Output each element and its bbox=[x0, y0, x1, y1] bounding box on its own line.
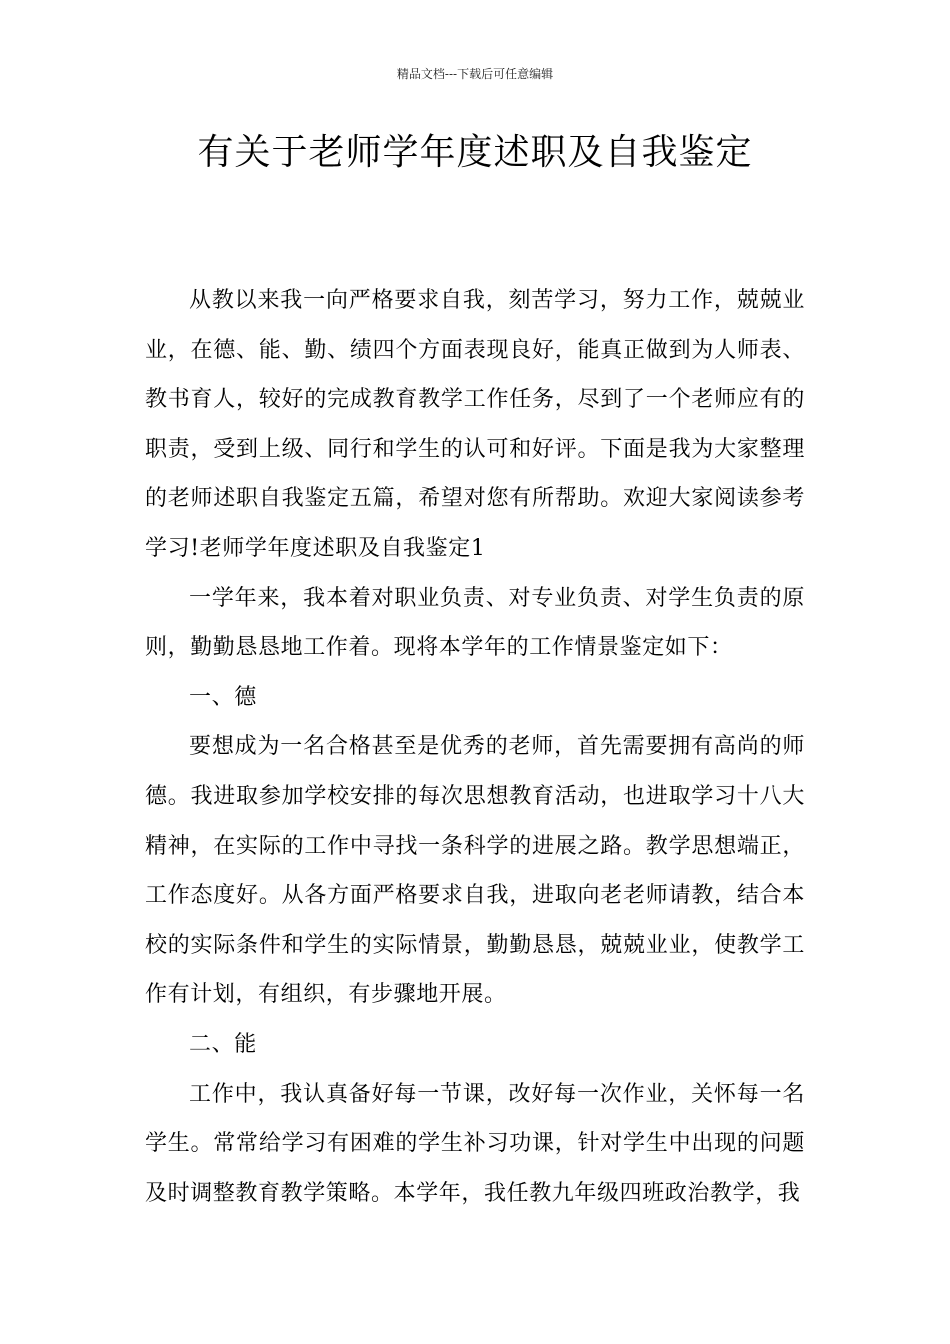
section-heading-neng: 二、能 bbox=[189, 1031, 257, 1057]
paragraph-neng: 工作中，我认真备好每一节课，改好每一次作业，关怀每一名学生。常常给学习有困难的学生补习功课，针对学生中出现的问题及时调整教育教学策略。本学年，我任教九年级四班政治教学，我 bbox=[145, 1081, 805, 1206]
document-title: 有关于老师学年度述职及自我鉴定 bbox=[197, 132, 753, 173]
paragraph-overview: 一学年来，我本着对职业负责、对专业负责、对学生负责的原则，勤勤恳恳地工作着。现将本学年的工作情景鉴定如下： bbox=[145, 585, 805, 661]
section-heading-de: 一、德 bbox=[189, 684, 257, 710]
paragraph-intro: 从教以来我一向严格要求自我，刻苦学习，努力工作，兢兢业业，在德、能、勤、绩四个方面表现良好，能真正做到为人师表、教书育人，较好的完成教育教学工作任务，尽到了一个老师应有的职责，受到上级、同行和学生的认可和好评。下面是我为大家整理的老师述职自我鉴定五篇，希望对您有所帮助。欢迎大家阅读参考学习!老师学年度述职及自我鉴定1 bbox=[145, 288, 805, 561]
paragraph-de: 要想成为一名合格甚至是优秀的老师，首先需要拥有高尚的师德。我进取参加学校安排的每次思想教育活动，也进取学习十八大精神，在实际的工作中寻找一条科学的进展之路。教学思想端正，工作态度好。从各方面严格要求自我，进取向老老师请教，结合本校的实际条件和学生的实际情景，勤勤恳恳，兢兢业业，使教学工作有计划，有组织，有步骤地开展。 bbox=[145, 734, 805, 1008]
document-body bbox=[145, 276, 805, 1218]
header-note: 精品文档---下载后可任意编辑 bbox=[396, 67, 554, 81]
